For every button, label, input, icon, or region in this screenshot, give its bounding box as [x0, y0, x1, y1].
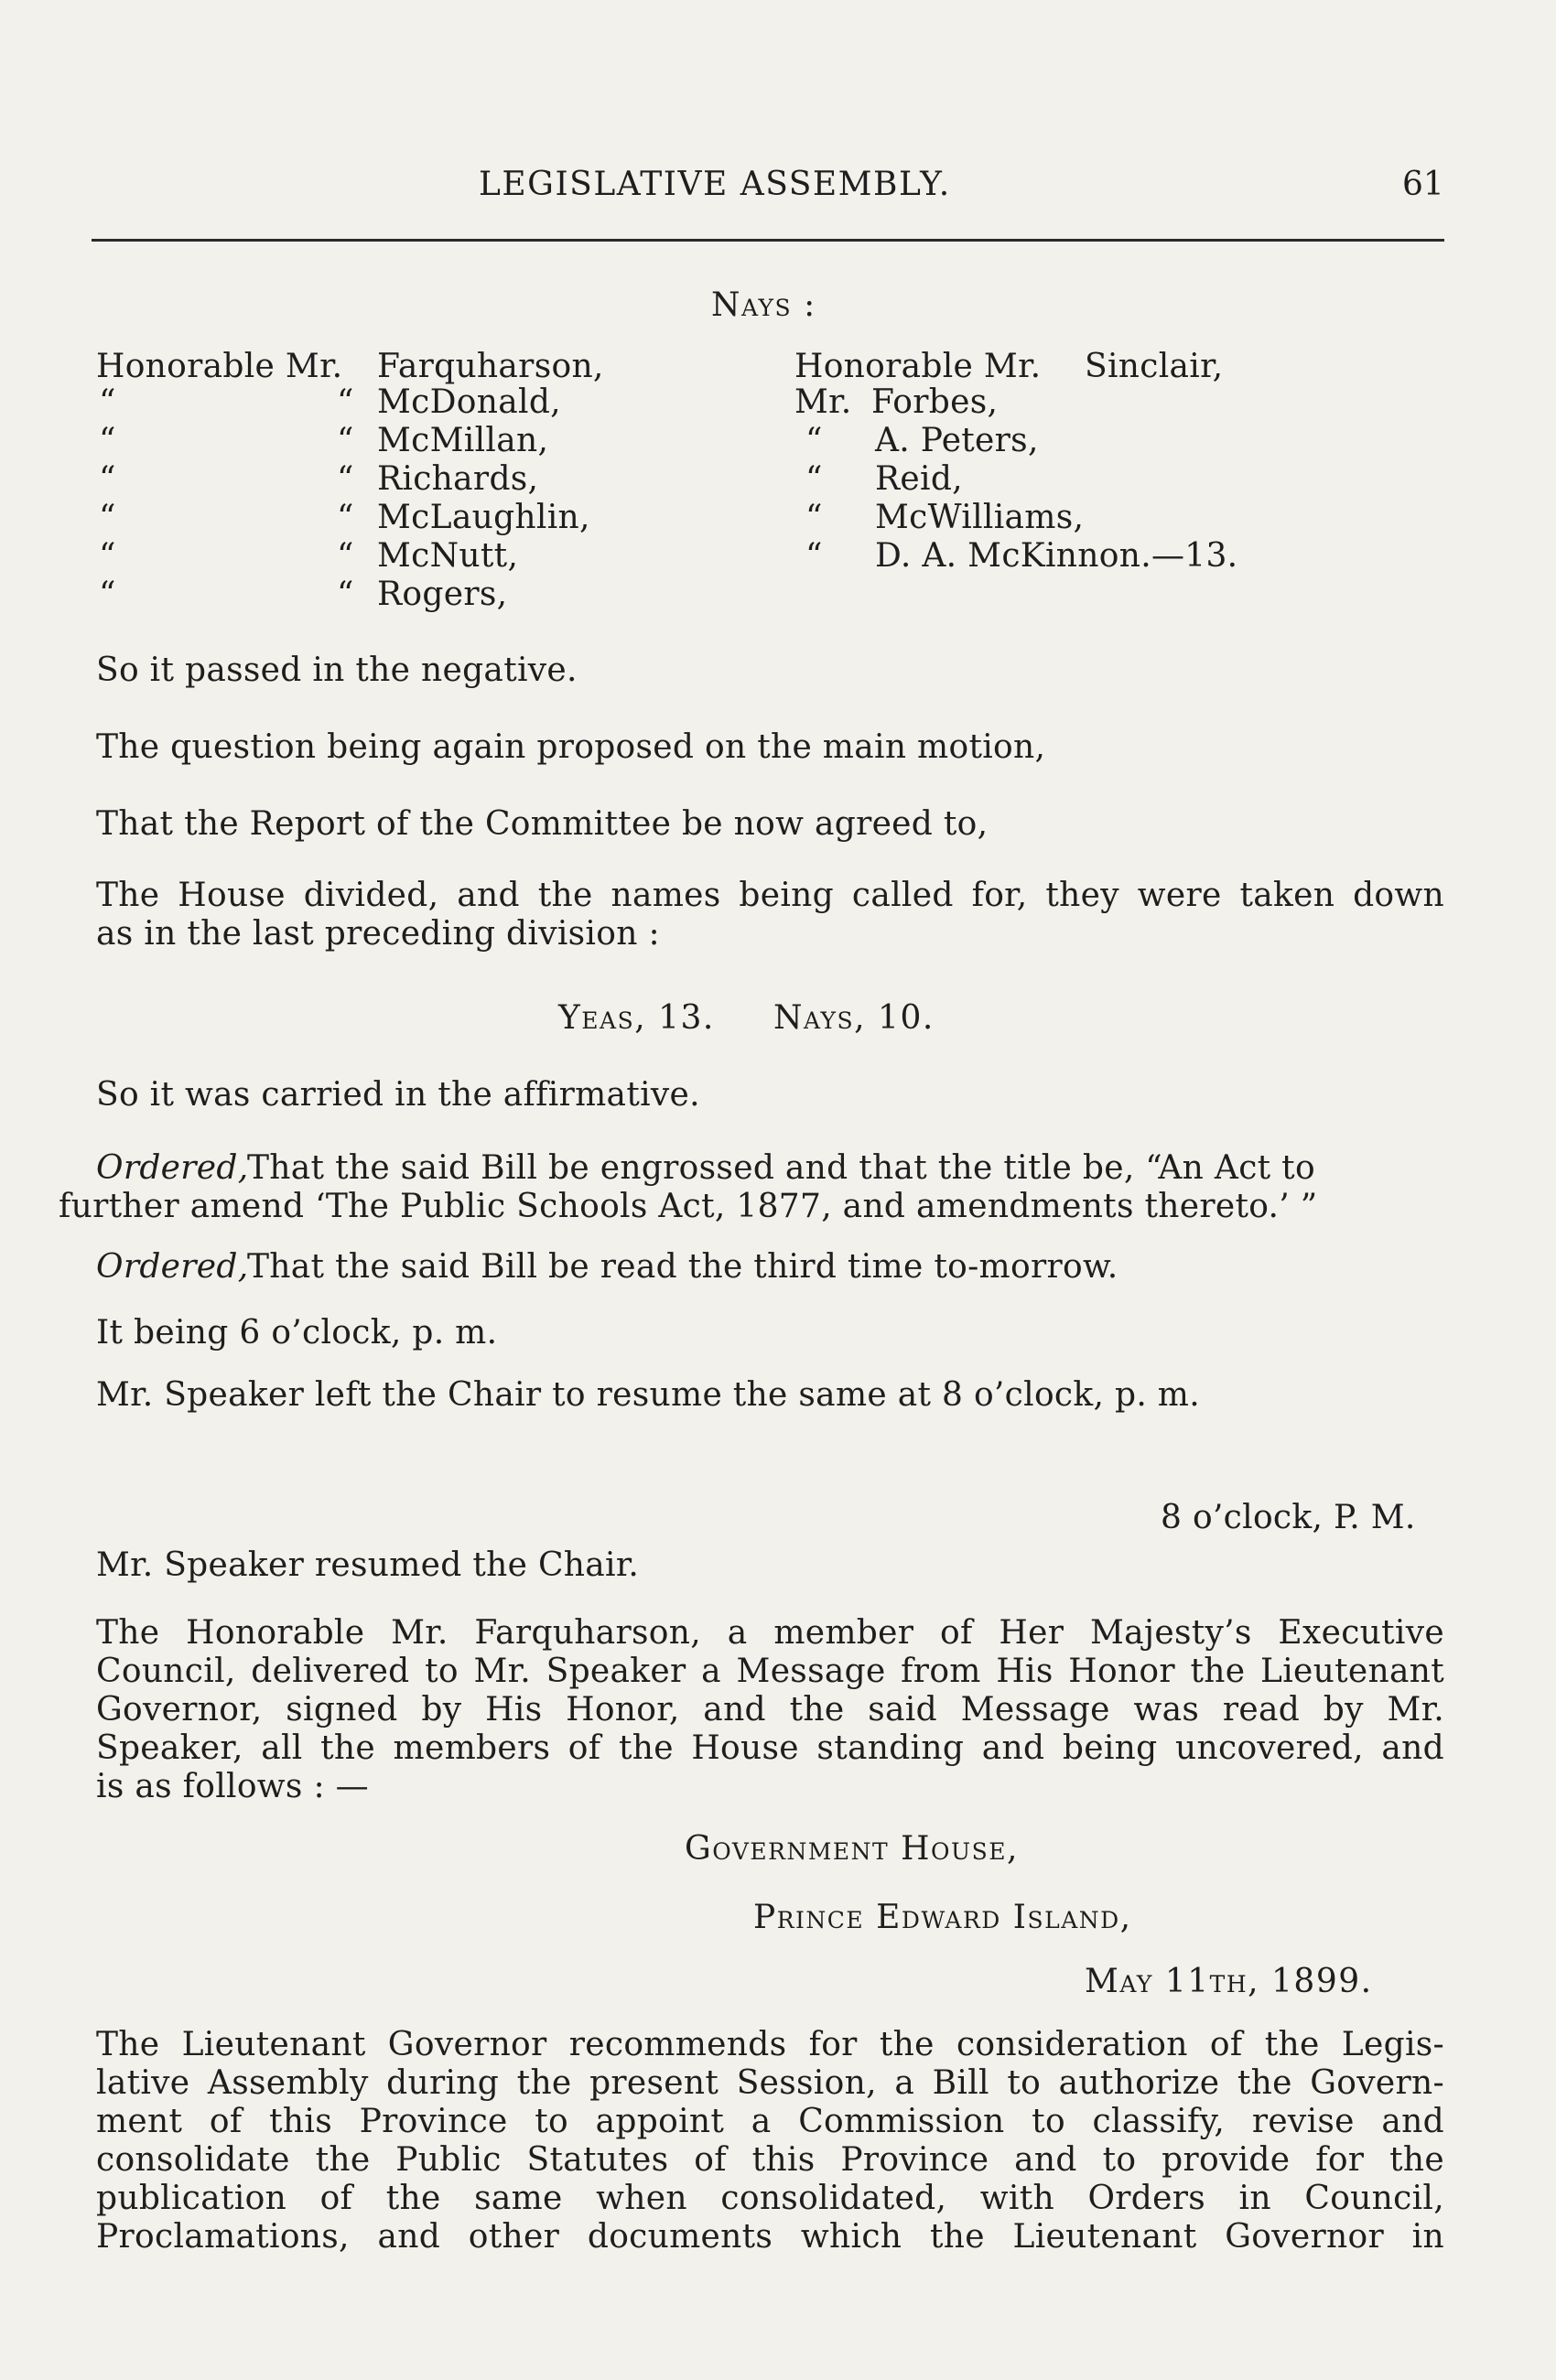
ditto-mark: “ [805, 499, 823, 536]
question-again-text: The question being again proposed on the main motion, [96, 728, 1046, 766]
house-divided-paragraph [96, 877, 1444, 953]
ordered-third-reading [96, 1248, 248, 1287]
paragraph-line: lative Assembly during the present Session, a Bill to authorize the Govern- [96, 2064, 1444, 2102]
header-rule [92, 239, 1444, 242]
paragraph-line: The Lieutenant Governor recommends for the consideration of the Legis- [96, 2026, 1444, 2063]
running-header-title: LEGISLATIVE ASSEMBLY. [479, 166, 951, 203]
nays-left-name: Richards, [377, 460, 539, 498]
ditto-mark: “ [99, 576, 116, 613]
nays-left-name: McDonald, [377, 383, 561, 421]
nays-tally: Nays, 10. [773, 999, 935, 1037]
ditto-mark: “ [337, 499, 354, 536]
eight-oclock-heading: 8 o’clock, P. M. [1161, 1499, 1416, 1536]
nays-right-name: D. A. McKinnon.—13. [875, 537, 1238, 575]
nays-left-name: McNutt, [377, 537, 519, 575]
nays-right-name: Sinclair, [1085, 348, 1224, 385]
report-agreed-text: That the Report of the Committee be now agreed to, [96, 805, 989, 843]
governor-recommendation-paragraph [96, 2026, 1444, 2256]
nays-right-name: Reid, [875, 460, 963, 498]
ditto-mark: “ [99, 537, 116, 575]
message-paragraph [96, 1614, 1444, 1806]
message-date: May 11th, 1899. [1085, 1963, 1373, 2000]
ditto-mark: “ [805, 422, 823, 459]
nays-left-name: McMillan, [377, 422, 549, 459]
paragraph-line: as in the last preceding division : [96, 915, 660, 953]
prince-edward-island-line: Prince Edward Island, [753, 1899, 1132, 1936]
page-number: 61 [1402, 166, 1444, 203]
paragraph-line: is as follows : — [96, 1768, 369, 1805]
paragraph-line: ment of this Province to appoint a Commission to classify, revise and [96, 2103, 1444, 2140]
carried-affirmative-text: So it was carried in the affirmative. [96, 1076, 700, 1114]
ditto-mark: “ [337, 383, 354, 421]
paragraph-line: consolidate the Public Statutes of this Province and to provide for the [96, 2141, 1444, 2179]
ditto-mark: “ [99, 460, 116, 498]
paragraph-line: The House divided, and the names being called for, they were taken down [96, 877, 1444, 914]
paragraph-line: Speaker, all the members of the House standing and being uncovered, and [96, 1729, 1444, 1767]
six-oclock-text: It being 6 o’clock, p. m. [96, 1314, 498, 1352]
speaker-left-text: Mr. Speaker left the Chair to resume the same at 8 o’clock, p. m. [96, 1376, 1200, 1414]
ditto-mark: “ [337, 422, 354, 459]
nays-left-prefix: Honorable Mr. [96, 348, 343, 385]
nays-right-name: Forbes, [871, 383, 999, 421]
ordered-engrossed-text: That the said Bill be engrossed and that the title be, “An Act to [247, 1149, 1315, 1187]
nays-left-name: Farquharson, [377, 348, 604, 385]
ordered-engrossed-line1 [96, 1149, 248, 1188]
ditto-mark: “ [805, 537, 823, 575]
ditto-mark: “ [99, 422, 116, 459]
nays-left-name: McLaughlin, [377, 499, 590, 536]
paragraph-line: Council, delivered to Mr. Speaker a Message from His Honor the Lieutenant [96, 1653, 1444, 1690]
ordered-label: Ordered, [96, 1149, 249, 1187]
nays-right-name: McWilliams, [875, 499, 1085, 536]
yeas-tally: Yeas, 13. [558, 999, 715, 1037]
nays-right-prefix: Mr. [794, 383, 852, 421]
ordered-label: Ordered, [96, 1248, 249, 1286]
nays-right-name: A. Peters, [875, 422, 1039, 459]
government-house-line: Government House, [685, 1830, 1019, 1868]
nays-left-name: Rogers, [377, 576, 508, 613]
paragraph-line: publication of the same when consolidated, with Orders in Council, [96, 2180, 1444, 2217]
ditto-mark: “ [337, 460, 354, 498]
ditto-mark: “ [805, 460, 823, 498]
nays-heading: Nays : [711, 286, 816, 324]
paragraph-line: The Honorable Mr. Farquharson, a member of Her Majesty’s Executive [96, 1614, 1444, 1652]
ditto-mark: “ [337, 576, 354, 613]
ditto-mark: “ [337, 537, 354, 575]
ditto-mark: “ [99, 499, 116, 536]
ordered-engrossed-line2: further amend ‘The Public Schools Act, 1877, and amendments thereto.’ ” [59, 1188, 1318, 1225]
ordered-third-reading-text: That the said Bill be read the third time to-morrow. [247, 1248, 1118, 1286]
nays-right-prefix: Honorable Mr. [794, 348, 1042, 385]
paragraph-line: Proclamations, and other documents which the Lieutenant Governor in [96, 2218, 1444, 2256]
ditto-mark: “ [99, 383, 116, 421]
paragraph-line: Governor, signed by His Honor, and the said Message was read by Mr. [96, 1691, 1444, 1728]
speaker-resumed-text: Mr. Speaker resumed the Chair. [96, 1546, 640, 1584]
passed-negative-text: So it passed in the negative. [96, 652, 578, 689]
